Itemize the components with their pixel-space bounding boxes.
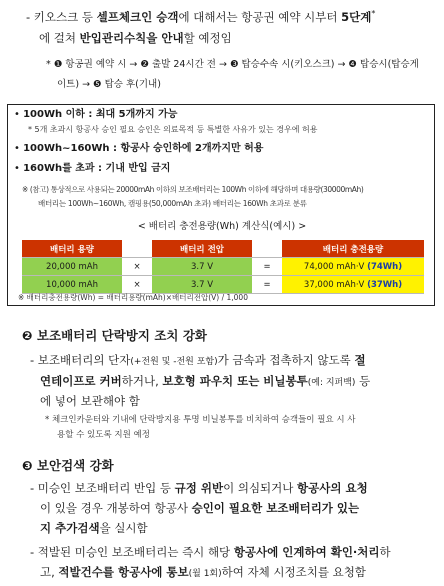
para-text: 고,: [40, 565, 59, 579]
para-small: (월 1회): [188, 569, 222, 579]
result-wh: (74Wh): [367, 261, 403, 272]
cell-times: ×: [122, 276, 152, 294]
header-charge: 배터리 충전용량: [282, 240, 424, 258]
cell-capacity: 20,000 mAh: [22, 258, 122, 276]
para-bold: 지 추가검색: [40, 521, 100, 535]
cell-result: [282, 276, 424, 294]
section-2-para-line-1: [30, 352, 440, 370]
table-row: [22, 258, 424, 276]
cell-capacity: 10,000 mAh: [22, 276, 122, 294]
para-bold: 항공사에 인계하여 확인·처리: [233, 545, 380, 559]
intro-text: 에 걸쳐: [39, 31, 80, 45]
header-capacity: 배터리 용량: [22, 240, 122, 258]
rule-100wh: • 100Wh 이하 : 최대 5개까지 가능: [14, 109, 178, 120]
para-text: - 적발된 미승인 보조배터리는 즉시 해당: [30, 545, 234, 559]
cell-eq: =: [252, 276, 282, 294]
cell-result: [282, 258, 424, 276]
para-bold: 연테이프로 커버: [40, 374, 122, 388]
section-3-para-line-2: [40, 500, 442, 516]
section-2-note-1: * 체크인카운터와 기내에 단락방지용 투명 비닐봉투를 비치하여 승객들이 필요 시 사: [45, 415, 356, 425]
para-text: 이 의심되거나: [223, 481, 298, 495]
intro-bold: 5단계: [341, 9, 372, 24]
rule-bold: : 최대 5개까지 가능: [84, 109, 178, 120]
rule-bold: 100Wh~160Wh: [23, 143, 110, 154]
result-value: 37,000 mAh·V: [303, 279, 365, 290]
section-2-title: ❷ 보조배터리 단락방지 조치 강화: [22, 328, 207, 343]
rule-bold: : 기내 반입 금지: [94, 163, 171, 174]
rule-100-160wh: • 100Wh~160Wh : 항공사 승인하에 2개까지만 허용: [14, 143, 264, 154]
table-header-row: [22, 240, 424, 258]
cell-voltage: 3.7 V: [152, 258, 252, 276]
section-3-title: ❸ 보안검색 강화: [22, 458, 114, 473]
formula-note: ※ 배터리충전용량(Wh) = 배터리용량(mAh)×배터리전압(V) / 1,000: [18, 293, 248, 302]
para-text: 하: [379, 545, 391, 559]
para-bold: 규정 위반: [174, 481, 224, 495]
para-small: (+전원 및 -전원 포함): [130, 357, 218, 367]
para-bold: 적발건수를 항공사에 통보: [58, 565, 189, 579]
table-row: [22, 276, 424, 294]
intro-bold: 셀프체크인 승객: [96, 9, 179, 24]
intro-bold: 반입관리수칙을 안내: [79, 31, 184, 45]
rule-100wh-note: * 5개 초과시 항공사 승인 필요 승인은 의료목적 등 특별한 사유가 있는 경우에 허용: [28, 125, 318, 134]
result-wh: (37Wh): [367, 279, 403, 290]
para-text: - 미승인 보조배터리 반입 등: [30, 481, 175, 495]
para-bold: 항공사의 요청: [297, 481, 368, 495]
para-text: 가 금속과 접촉하지 않도록: [217, 353, 355, 367]
section-3-para2-line-2: [40, 564, 442, 582]
intro-text: 할 예정임: [183, 31, 232, 45]
steps-note-line-2: 이트) → ❺ 탑승 후(기내): [57, 79, 161, 90]
para-text: 하거나,: [121, 374, 163, 388]
section-2-para-line-2: [40, 373, 440, 391]
section-3-para-line-3: [40, 520, 148, 536]
para-bold: 절: [354, 353, 366, 367]
rule-bold: 160Wh를 초과: [23, 163, 95, 174]
footnote-mark: *: [371, 9, 376, 18]
para-text: 이 있을 경우 개봉하여 항공사: [40, 501, 192, 515]
section-3-para2-line-1: [30, 544, 442, 560]
cell-times: ×: [122, 258, 152, 276]
cell-voltage: 3.7 V: [152, 276, 252, 294]
reference-note-line-1: ※ (참고) 통상적으로 사용되는 20000mAh 이하의 보조배터리는 100Wh 이하에 해당하며 대용량(30000mAh): [22, 185, 364, 194]
rule-bold: : 항공사 승인하에 2개까지만 허용: [109, 143, 264, 154]
rule-bold: 100Wh 이하: [23, 109, 85, 120]
section-2-para-line-3: 에 넣어 보관해야 함: [40, 394, 140, 408]
reference-note-line-2: 배터리는 100Wh~160Wh, 캠핑용(50,000mAh 초과) 배터리는 160Wh 초과로 분류: [38, 199, 307, 208]
steps-note-line-1: * ❶ 항공권 예약 시 → ❷ 출발 24시간 전 → ❸ 탑승수속 시(키오스크) → ❹ 탑승시(탑승게: [46, 59, 419, 70]
intro-line-2: [39, 30, 439, 46]
section-3-para-line-1: [30, 480, 442, 496]
result-value: 74,000 mAh·V: [303, 261, 365, 272]
intro-text: 에 대해서는 항공권 예약 시부터: [178, 9, 342, 24]
para-text: 을 실시함: [99, 521, 148, 535]
para-small: (예: 지퍼백): [307, 378, 356, 388]
calc-title: < 배터리 충전용량(Wh) 계산식(예시) >: [137, 221, 307, 232]
capacity-calc-table: [22, 240, 424, 294]
para-bold: 승인이 필요한 보조배터리가 있는: [191, 501, 360, 515]
rule-over-160wh: • 160Wh를 초과 : 기내 반입 금지: [14, 163, 171, 174]
intro-line-1: [26, 6, 440, 25]
para-bold: 보호형 파우치 또는 비닐봉투: [162, 374, 308, 388]
header-voltage: 배터리 전압: [152, 240, 252, 258]
cell-eq: =: [252, 258, 282, 276]
para-text: - 보조배터리의 단자: [30, 353, 131, 367]
section-2-note-2: 용할 수 있도록 지원 예정: [57, 430, 150, 440]
para-text: 하여 자체 시정조치를 요청함: [221, 565, 366, 579]
intro-text: - 키오스크 등: [26, 9, 97, 24]
para-text: 등: [355, 374, 371, 388]
